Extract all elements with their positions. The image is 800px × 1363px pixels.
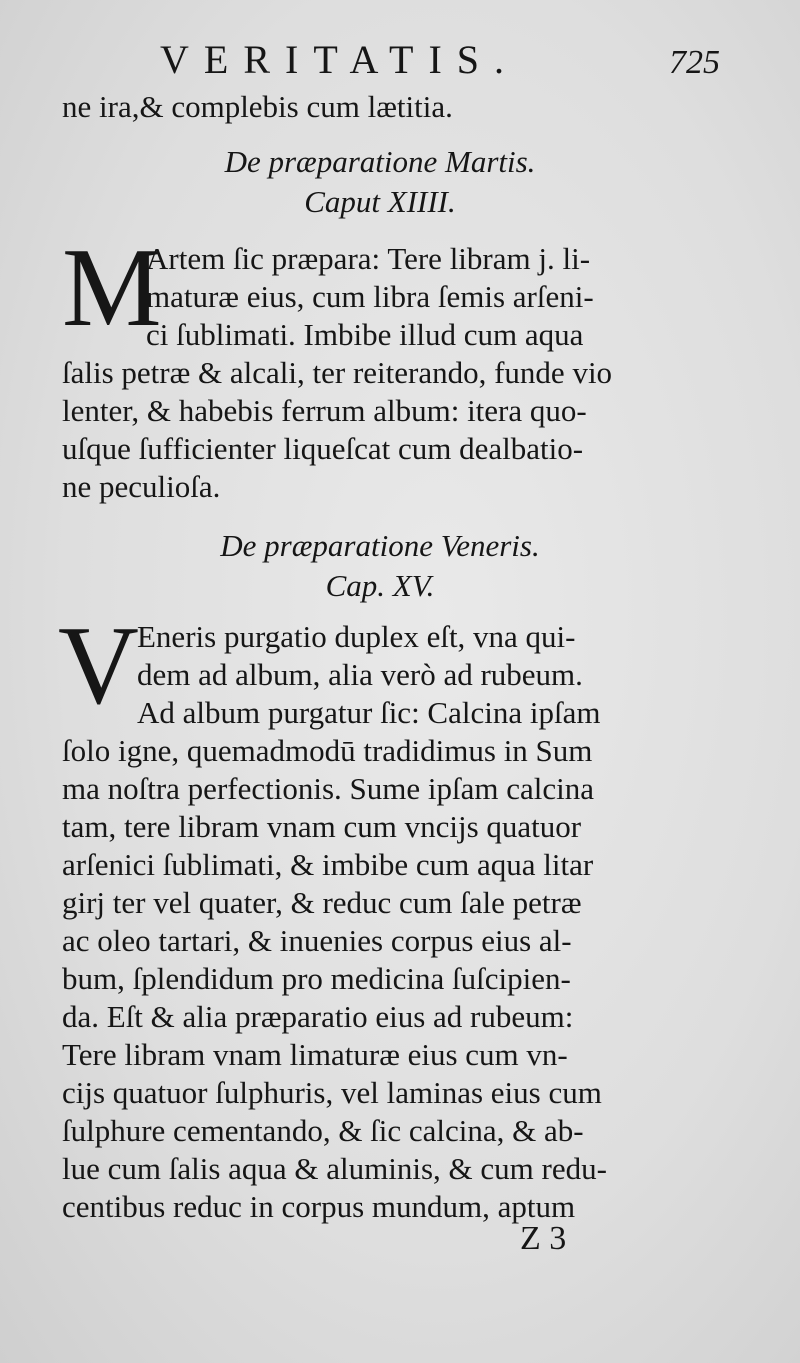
body-line: Eneris purgatio duplex eſt, vna qui-: [137, 619, 576, 654]
body-line: bum, ſplendidum pro medicina ſuſcipien-: [62, 961, 571, 996]
body-line: arſenici ſublimati, & imbibe cum aqua litar: [62, 847, 594, 882]
body-line: ſalis petræ & alcali, ter reiterando, funde vio: [62, 355, 613, 390]
drop-cap-v: V: [58, 604, 139, 728]
body-line: maturæ eius, cum libra ſemis arſeni-: [146, 279, 594, 314]
body-line: ne peculioſa.: [62, 469, 221, 504]
body-line: ci ſublimati. Imbibe illud cum aqua: [146, 317, 584, 352]
body-line: uſque ſufficienter liqueſcat cum dealbatio-: [62, 431, 584, 466]
body-line: Tere libram vnam limaturæ eius cum vn-: [62, 1037, 568, 1072]
body-line: ſulphure cementando, & ſic calcina, & ab-: [62, 1113, 584, 1148]
page-header: [160, 30, 720, 90]
body-line: lenter, & habebis ferrum album: itera quo-: [62, 393, 587, 428]
body-line: lue cum ſalis aqua & aluminis, & cum redu-: [62, 1151, 607, 1186]
body-line: da. Eſt & alia præparatio eius ad rubeum:: [62, 999, 574, 1034]
chapter-14-body: [62, 240, 692, 506]
page-number: 725: [669, 44, 720, 81]
chapter-15-caput: Cap. XV.: [325, 568, 435, 603]
opening-line: ne ira,& complebis cum lætitia.: [62, 89, 453, 124]
signature-mark: Z 3: [520, 1220, 567, 1257]
body-line: tam, tere libram vnam cum vncijs quatuor: [62, 809, 582, 844]
chapter-15-title: De præparatione Veneris.: [220, 528, 540, 563]
body-line: ac oleo tartari, & inuenies corpus eius al-: [62, 923, 572, 958]
body-line: Ad album purgatur ſic: Calcina ipſam: [137, 695, 601, 730]
chapter-14-caput: Caput XIIII.: [304, 184, 456, 219]
body-line: dem ad album, alia verò ad rubeum.: [137, 657, 583, 692]
body-line: girj ter vel quater, & reduc cum ſale petræ: [62, 885, 582, 920]
drop-cap-m: M: [62, 226, 162, 350]
chapter-14-title: De præparatione Martis.: [224, 144, 536, 179]
body-line: cijs quatuor ſulphuris, vel laminas eius cum: [62, 1075, 602, 1110]
body-line: ma noſtra perfectionis. Sume ipſam calcina: [62, 771, 594, 806]
chapter-15-body: [62, 618, 692, 1226]
running-title: VERITATIS.: [160, 37, 520, 82]
body-line: centibus reduc in corpus mundum, aptum: [62, 1189, 576, 1224]
body-line: ſolo igne, quemadmodū tradidimus in Sum: [62, 733, 593, 768]
body-line: Artem ſic præpara: Tere libram j. li-: [146, 241, 591, 276]
